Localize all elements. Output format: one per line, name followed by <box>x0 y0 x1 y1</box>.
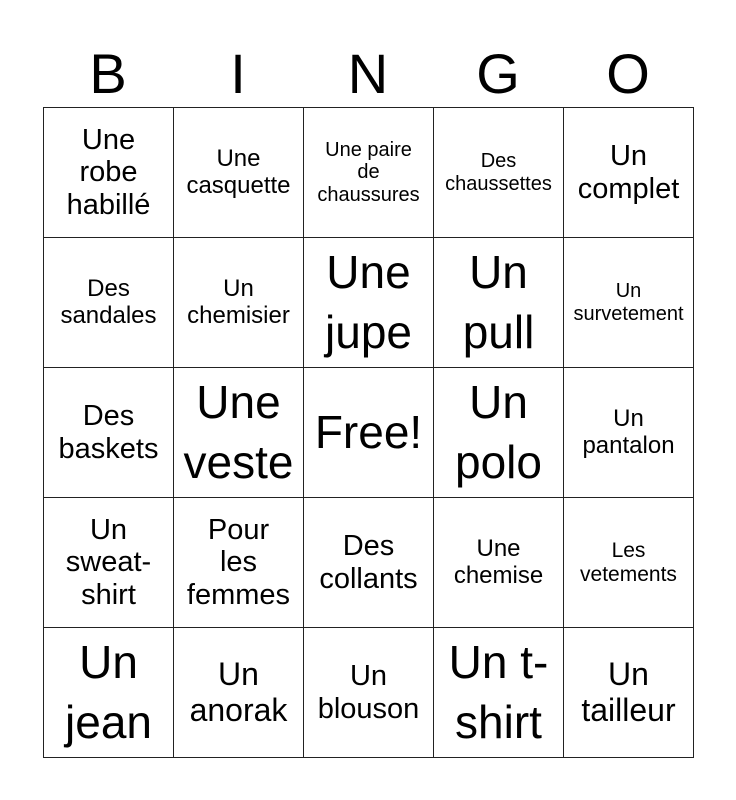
bingo-cell[interactable]: Une chemise <box>434 498 564 628</box>
free-space[interactable]: Free! <box>304 368 434 498</box>
bingo-cell[interactable]: Pour les femmes <box>174 498 304 628</box>
bingo-cell[interactable]: Un anorak <box>174 628 304 758</box>
header-letter-i: I <box>230 42 246 105</box>
bingo-cell[interactable]: Des sandales <box>44 238 174 368</box>
bingo-cell[interactable]: Une paire de chaussures <box>304 108 434 238</box>
bingo-cell[interactable]: Une veste <box>174 368 304 498</box>
bingo-cell[interactable]: Des baskets <box>44 368 174 498</box>
bingo-cell[interactable]: Des collants <box>304 498 434 628</box>
bingo-cell[interactable]: Un sweat- shirt <box>44 498 174 628</box>
header-letter-g: G <box>476 42 520 105</box>
bingo-cell[interactable]: Un t- shirt <box>434 628 564 758</box>
bingo-cell[interactable]: Un pantalon <box>564 368 694 498</box>
bingo-cell[interactable]: Une robe habillé <box>44 108 174 238</box>
bingo-cell[interactable]: Une jupe <box>304 238 434 368</box>
bingo-cell[interactable]: Un chemisier <box>174 238 304 368</box>
bingo-cell[interactable]: Un complet <box>564 108 694 238</box>
bingo-cell[interactable]: Un pull <box>434 238 564 368</box>
bingo-cell[interactable]: Des chaussettes <box>434 108 564 238</box>
bingo-cell[interactable]: Un jean <box>44 628 174 758</box>
bingo-header <box>43 40 693 108</box>
header-letter-o: O <box>606 42 650 105</box>
bingo-cell[interactable]: Un survetement <box>564 238 694 368</box>
bingo-cell[interactable]: Une casquette <box>174 108 304 238</box>
bingo-card <box>43 107 694 758</box>
bingo-cell[interactable]: Les vetements <box>564 498 694 628</box>
bingo-cell[interactable]: Un tailleur <box>564 628 694 758</box>
bingo-cell[interactable]: Un polo <box>434 368 564 498</box>
bingo-cell[interactable]: Un blouson <box>304 628 434 758</box>
header-letter-n: N <box>347 42 389 105</box>
header-letter-b: B <box>89 42 127 105</box>
